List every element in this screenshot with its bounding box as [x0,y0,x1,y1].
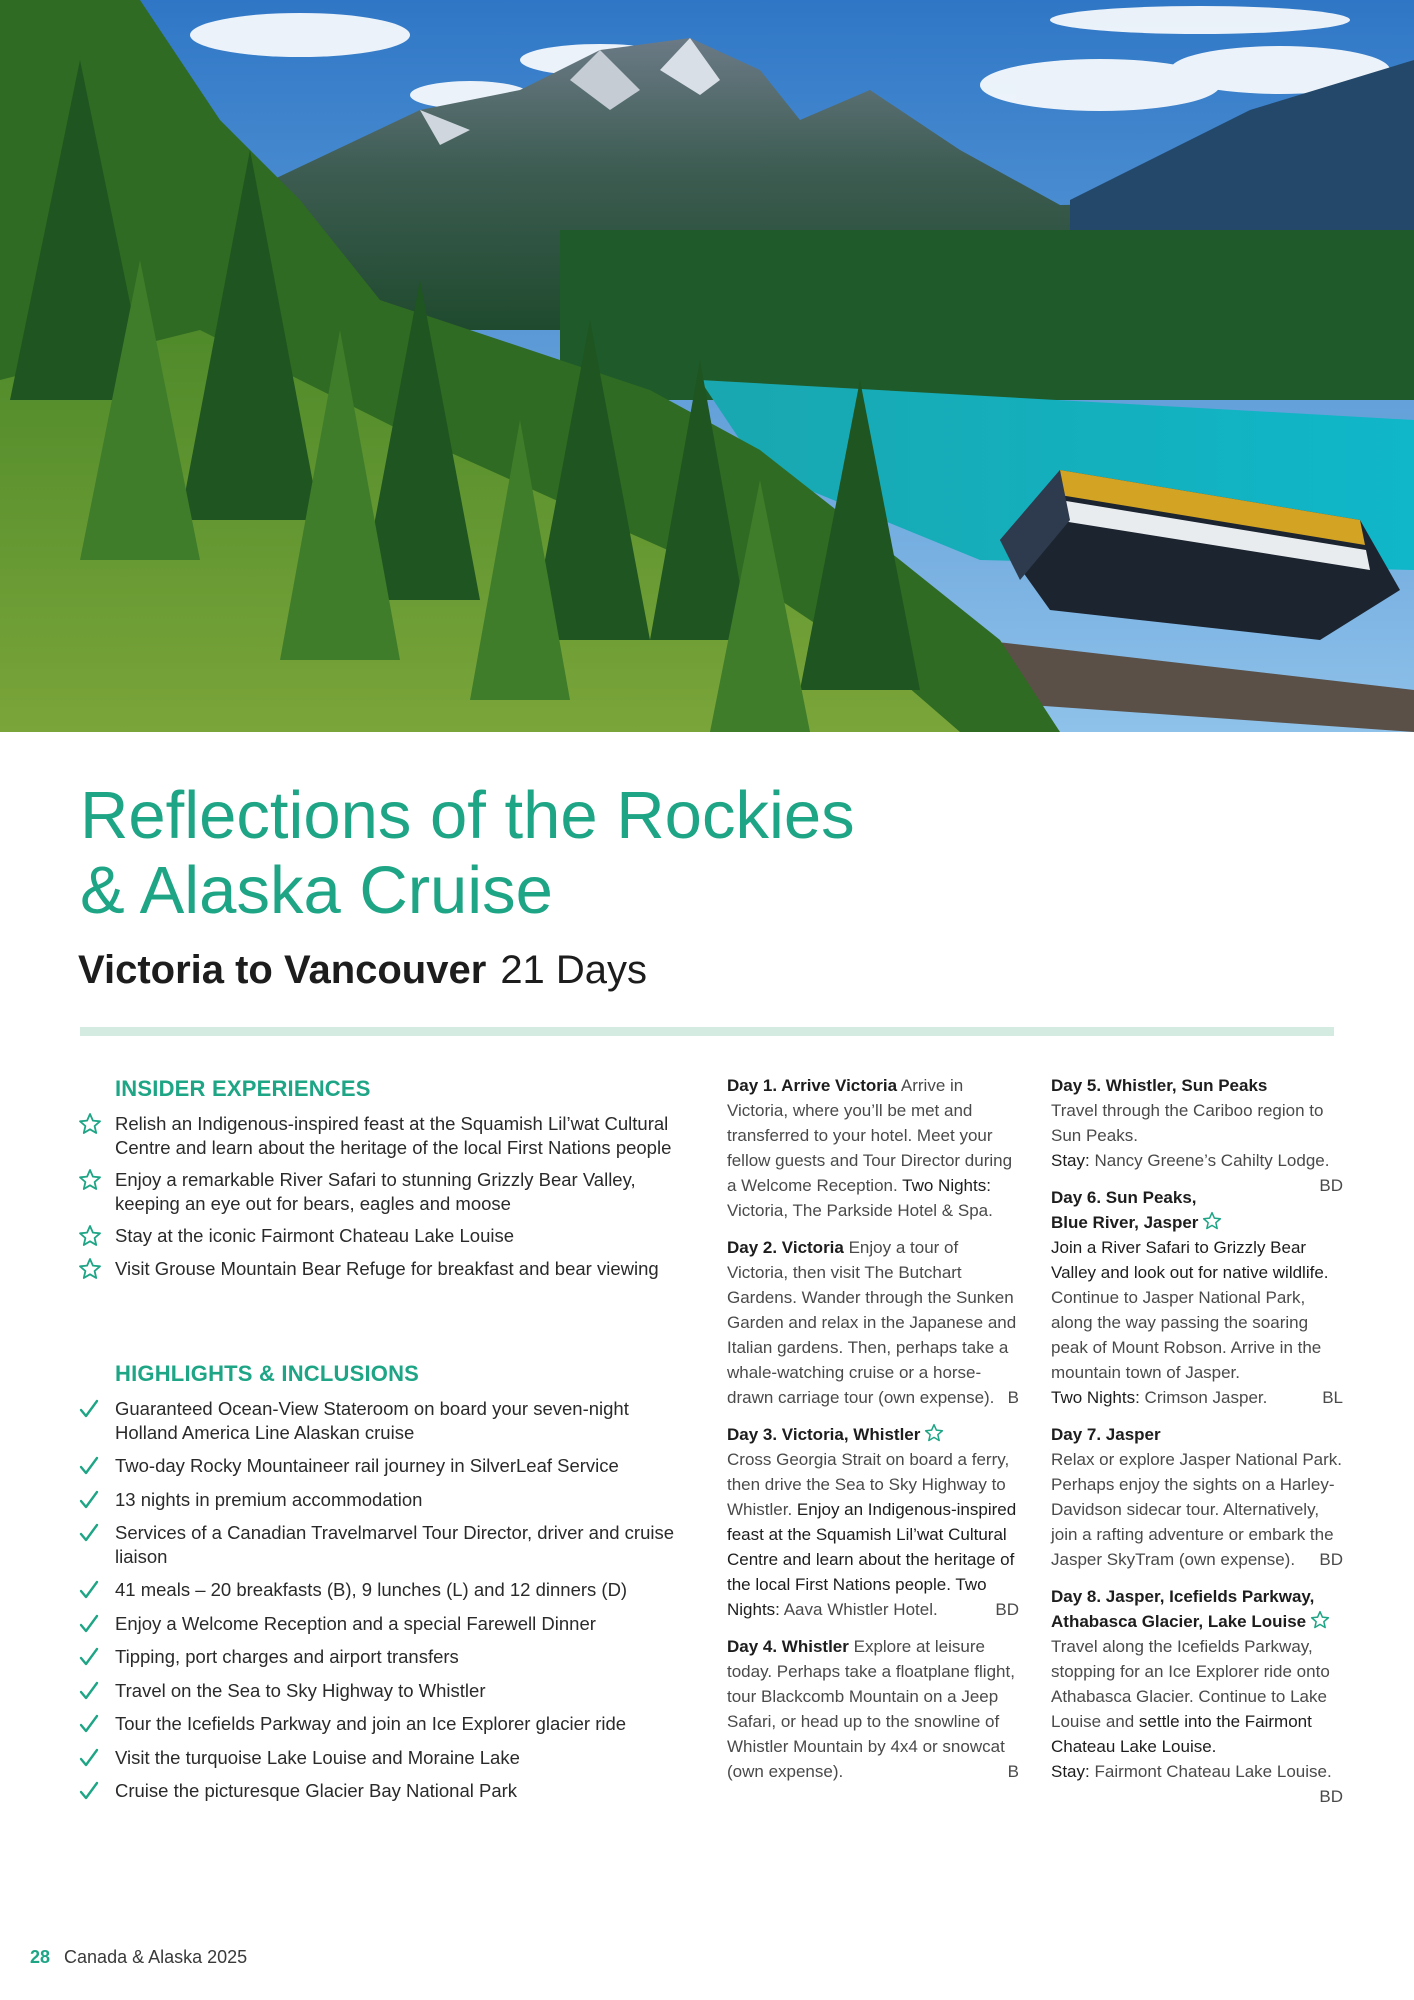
itinerary-day-7 [1051,1422,1343,1572]
day-title: Day 2. Victoria [727,1238,844,1257]
meal-code: BD [1319,1176,1343,1195]
day-text: Arrive in Victoria, where you’ll be met and transferred to your hotel. Meet your fellow guests and Tour Director during a Welcome Reception. [727,1076,1013,1195]
itinerary-day-2 [727,1235,1019,1410]
publication-name: Canada & Alaska 2025 [64,1947,248,1967]
meal-code: B [1007,1388,1019,1407]
day-title-line-1: Day 8. Jasper, Icefields Parkway, [1051,1587,1315,1606]
check-icon [78,1712,104,1738]
highlight-item [78,1612,678,1636]
check-icon [78,1488,104,1514]
stay-value: Fairmont Chateau Lake Louise. [1094,1762,1332,1781]
itinerary-day-8 [1051,1584,1343,1806]
day-title: Day 4. Whistler [727,1637,849,1656]
highlights-list [78,1397,678,1813]
meal-code: BD [1319,1550,1343,1569]
star-outline-icon [78,1112,104,1138]
highlight-item [78,1712,678,1736]
day-title-line-2: Blue River, Jasper [1051,1213,1199,1232]
insider-item [78,1257,678,1281]
itinerary-day-3 [727,1422,1019,1622]
check-icon [78,1645,104,1671]
highlight-item [78,1454,678,1478]
highlight-item [78,1488,678,1512]
stay-label: Two Nights: [1051,1388,1140,1407]
section-divider [80,1027,1334,1036]
meal-code: BD [995,1600,1019,1619]
itinerary-column-1 [727,1073,1019,1796]
day-title: Day 1. Arrive Victoria [727,1076,898,1095]
highlight-item-text: Cruise the picturesque Glacier Bay National Park [115,1780,518,1801]
day-text: Cross Georgia Strait on board a ferry, then drive the Sea to Sky Highway to Whistler. [727,1450,1010,1519]
tour-title-line-1: Reflections of the Rockies [80,778,855,853]
day-title: Day 3. Victoria, Whistler [727,1425,921,1444]
day-title: Day 5. Whistler, Sun Peaks [1051,1076,1268,1095]
highlight-item [78,1779,678,1803]
highlight-item [78,1521,678,1568]
check-icon [78,1454,104,1480]
itinerary-day-1 [727,1073,1019,1223]
insider-item-text: Enjoy a remarkable River Safari to stunning Grizzly Bear Valley, keeping an eye out for bears, eagles and moose [115,1169,636,1214]
star-outline-icon [78,1224,104,1250]
page-number: 28 [30,1947,51,1967]
highlight-item-text: Tour the Icefields Parkway and join an Ice Explorer glacier ride [115,1713,627,1734]
highlights-heading: HIGHLIGHTS & INCLUSIONS [115,1361,420,1386]
highlight-item-text: Visit the turquoise Lake Louise and Moraine Lake [115,1746,520,1768]
day-text: Travel through the Cariboo region to Sun Peaks. [1051,1101,1324,1145]
check-icon [78,1612,104,1638]
star-outline-icon [924,1423,944,1443]
stay-label: Stay: [1051,1151,1090,1170]
meal-code: BD [1319,1787,1343,1806]
highlight-item-text: Guaranteed Ocean-View Stateroom on board your seven-night Holland America Line Alaskan cruise [115,1398,629,1443]
check-icon [78,1779,104,1805]
star-outline-icon [1202,1211,1222,1231]
highlight-item-text: 13 nights in premium accommodation [115,1488,423,1510]
star-outline-icon [78,1168,104,1194]
tour-subtitle [78,948,647,993]
day-text: Travel along the Icefields Parkway, stopping for an Ice Explorer ride onto Athabasca Glacier. Continue to Lake Louise and [1051,1637,1330,1731]
stay-value: Crimson Jasper. [1144,1388,1268,1407]
day-title-line-2: Athabasca Glacier, Lake Louise [1051,1612,1307,1631]
star-outline-icon [1310,1610,1330,1630]
insider-item-text: Relish an Indigenous-inspired feast at the Squamish Lil’wat Cultural Centre and learn about the heritage of the local First Nations people [115,1113,672,1158]
insider-experiences-heading: INSIDER EXPERIENCES [115,1076,371,1101]
itinerary-day-5 [1051,1073,1343,1195]
day-title: Day 7. Jasper [1051,1425,1161,1444]
insider-item [78,1112,678,1159]
day-highlight-text: Join a River Safari to Grizzly Bear Valley and look out for native wildlife. [1051,1238,1329,1282]
insider-item-text: Stay at the iconic Fairmont Chateau Lake Louise [115,1225,515,1246]
check-icon [78,1746,104,1772]
day-text: Enjoy a tour of Victoria, then visit The Butchart Gardens. Wander through the Sunken Garden and relax in the Japanese and Italian gardens. Then, perhaps take a whale-watching cruise or a horse-drawn carriage tour (own expense). [727,1238,1017,1407]
mountain-lake-train-illustration [0,0,1414,732]
stay-value: Nancy Greene’s Cahilty Lodge. [1094,1151,1330,1170]
stay-label: Two Nights: [902,1176,991,1195]
day-highlight-text: Enjoy an Indigenous-inspired feast at the Squamish Lil’wat Cultural Centre and learn about the heritage of the local First Nations people. [727,1500,1017,1594]
highlight-item-text: Services of a Canadian Travelmarvel Tour Director, driver and cruise liaison [115,1522,675,1567]
hero-photo [0,0,1414,732]
star-outline-icon [78,1257,104,1283]
highlight-item [78,1679,678,1703]
itinerary-day-6 [1051,1185,1343,1410]
insider-item [78,1168,678,1215]
day-text: Continue to Jasper National Park, along the way passing the soaring peak of Mount Robson. Arrive in the mountain town of Jasper. [1051,1288,1322,1382]
highlight-item [78,1397,678,1444]
highlight-item-text: Travel on the Sea to Sky Highway to Whistler [115,1679,486,1701]
highlight-item-text: Enjoy a Welcome Reception and a special Farewell Dinner [115,1612,596,1634]
highlight-item [78,1645,678,1669]
itinerary-day-4 [727,1634,1019,1784]
insider-experiences-list [78,1112,678,1289]
day-text: Explore at leisure today. Perhaps take a floatplane flight, tour Blackcomb Mountain on a Jeep Safari, or head up to the snowline of Whistler Mountain by 4x4 or snowcat (own expense). [727,1637,1015,1781]
tour-title-line-2: & Alaska Cruise [80,853,553,928]
highlight-item-text: Tipping, port charges and airport transfers [115,1646,459,1667]
insider-item [78,1224,678,1248]
check-icon [78,1521,104,1547]
stay-label: Two Nights: [727,1575,987,1619]
page-footer [30,1947,247,1968]
day-title-line-1: Day 6. Sun Peaks, [1051,1188,1197,1207]
stay-value: Aava Whistler Hotel. [783,1600,938,1619]
meal-code: B [1007,1762,1019,1781]
highlight-item-text: 41 meals – 20 breakfasts (B), 9 lunches (L) and 12 dinners (D) [115,1579,628,1600]
insider-item-text: Visit Grouse Mountain Bear Refuge for breakfast and bear viewing [115,1257,659,1279]
check-icon [78,1679,104,1705]
check-icon [78,1578,104,1604]
check-icon [78,1397,104,1423]
highlight-item [78,1578,678,1602]
stay-label: Stay: [1051,1762,1090,1781]
meal-code: BL [1322,1388,1343,1407]
tour-route: Victoria to Vancouver [78,948,487,992]
day-highlight-text: settle into the Fairmont Chateau Lake Louise. [1051,1712,1312,1756]
stay-value: Victoria, The Parkside Hotel & Spa. [727,1201,993,1220]
tour-duration: 21 Days [500,948,648,992]
day-text: Relax or explore Jasper National Park. Perhaps enjoy the sights on a Harley-Davidson sidecar tour. Alternatively, join a rafting adventure or embark the Jasper SkyTram (own expense). [1051,1450,1343,1569]
itinerary-column-2 [1051,1073,1343,1809]
highlight-item-text: Two-day Rocky Mountaineer rail journey in SilverLeaf Service [115,1455,619,1476]
tour-title [80,778,1080,928]
highlight-item [78,1746,678,1770]
